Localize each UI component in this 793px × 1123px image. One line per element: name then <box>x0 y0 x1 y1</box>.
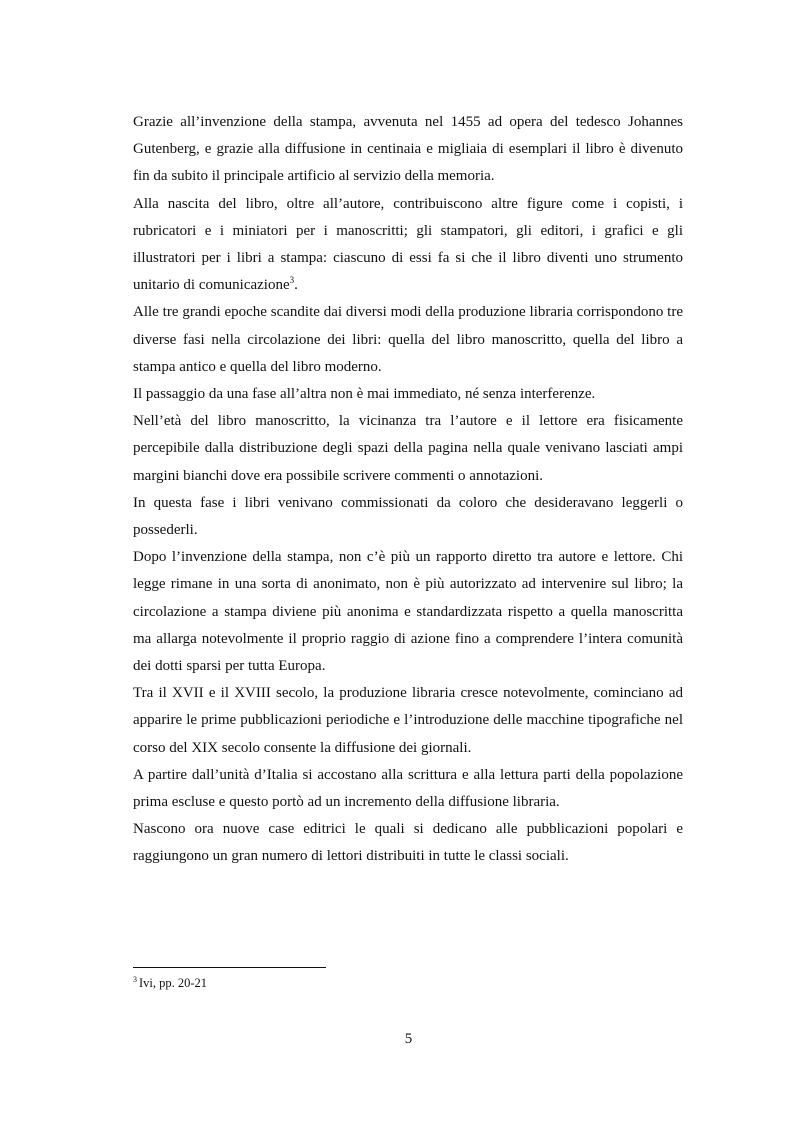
paragraph-book-figures-text: Alla nascita del libro, oltre all’autore, contribuiscono altre figure come i copisti, i rubricatori e i miniatori per i manoscritti; gli stampatori, gli editori, i grafici e gli illustratori per i libri a stampa: ciascuno di essi fa si che il libro diventi uno strumento unitario di comunicazione <box>133 195 683 294</box>
footnote-separator <box>133 967 326 968</box>
body-text <box>133 109 683 871</box>
paragraph-xvii-xviii: Tra il XVII e il XVIII secolo, la produzione libraria cresce notevolmente, cominciano ad apparire le prime pubblicazioni periodiche e l’introduzione delle macchine tipografiche nel corso del XIX secolo consente la diffusione dei giornali. <box>133 685 683 756</box>
paragraph-commissioned: In questa fase i libri venivano commissionati da coloro che desideravano leggerli o possederli. <box>133 494 683 539</box>
paragraph-transition: Il passaggio da una fase all’altra non è mai immediato, né senza interferenze. <box>133 386 596 403</box>
footnote-text: Ivi, pp. 20-21 <box>139 976 208 990</box>
paragraph-manuscript-age: Nell’età del libro manoscritto, la vicinanza tra l’autore e il lettore era fisicamente percepibile dalla distribuzione degli spazi della pagina nella quale venivano lasciati ampi margini bianchi dove era possibile scrivere commenti o annotazioni. <box>133 413 683 484</box>
paragraph-after-printing: Dopo l’invenzione della stampa, non c’è più un rapporto diretto tra autore e lettore. Chi legge rimane in una sorta di anonimato, non è più autorizzato ad intervenire sul libro; la circolazione a stampa diviene più anonima e standardizzata rispetto a quella manoscritta ma allarga notevolmente il proprio raggio di azione fino a comprendere l’intera comunità dei dotti sparsi per tutta Europa. <box>133 549 683 675</box>
footnote-marker: 3 <box>133 974 137 984</box>
footnote-reference[interactable]: 3 <box>289 275 295 286</box>
paragraph-gutenberg: Grazie all’invenzione della stampa, avvenuta nel 1455 ad opera del tedesco Johannes Gutenberg, e grazie alla diffusione in centinaia e migliaia di esemplari il libro è divenuto fin da subito il principale artificio al servizio della memoria. <box>133 114 683 185</box>
footnote <box>133 974 207 992</box>
paragraph-three-epochs: Alle tre grandi epoche scandite dai diversi modi della produzione libraria corrispondono tre diverse fasi nella circolazione dei libri: quella del libro manoscritto, quella del libro a stampa antico e quella del libro moderno. <box>133 304 683 375</box>
page-number: 5 <box>404 1031 413 1047</box>
paragraph-publishers: Nascono ora nuove case editrici le quali si dedicano alle pubblicazioni popolari e raggiungono un gran numero di lettori distribuiti in tutte le classi sociali. <box>133 821 683 865</box>
paragraph-unity-italy: A partire dall’unità d’Italia si accostano alla scrittura e alla lettura parti della popolazione prima escluse e questo portò ad un incremento della diffusione libraria. <box>133 766 683 811</box>
paragraph-book-figures <box>133 191 683 300</box>
paragraph-book-figures-end: . <box>294 277 298 294</box>
